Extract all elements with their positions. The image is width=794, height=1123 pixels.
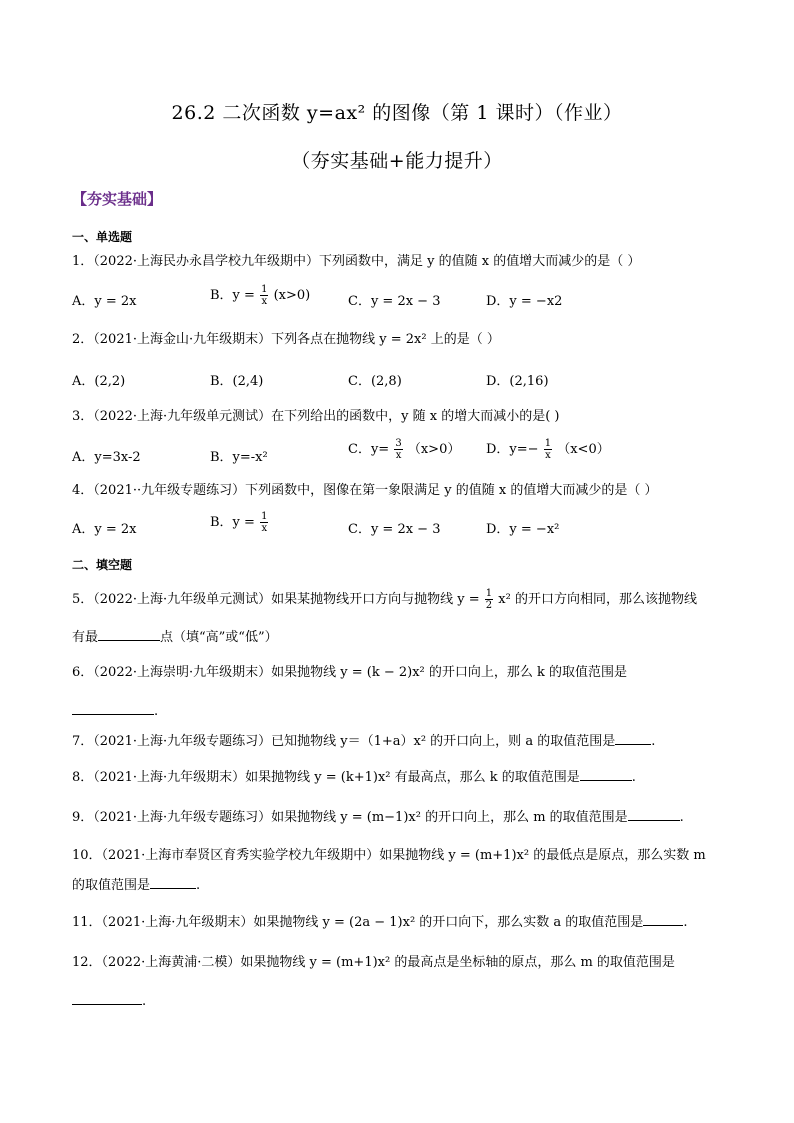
- answer-blank[interactable]: [98, 626, 160, 641]
- question-2: 2．（2021·上海金山·九年级期末）下列各点在抛物线 y = 2x² 上的是（ ）: [72, 332, 500, 347]
- question-9: [72, 806, 732, 828]
- q1-option-b-fraction: $\frac{1}{x}$: [261, 284, 268, 307]
- q1-option-d: D．y = −x2: [486, 294, 563, 309]
- question-5-line2-post: 点（填“高”或“低”）: [160, 630, 278, 645]
- question-5-fraction: $\frac{1}{2}$: [485, 588, 493, 611]
- question-3: 3．（2022·上海·九年级单元测试）在下列给出的函数中，y 随 x 的增大而减小的是( ): [72, 409, 560, 424]
- answer-blank[interactable]: [72, 990, 142, 1005]
- question-5-line-2: [72, 626, 732, 648]
- question-11: [72, 911, 732, 933]
- q3-option-b: B．y=-x²: [210, 450, 268, 465]
- question-8: [72, 766, 732, 788]
- page-title: 26.2 二次函数 y=ax² 的图像（第 1 课时）（作业）: [171, 102, 623, 124]
- q4-option-a: A．y = 2x: [72, 522, 137, 537]
- q1-option-b-condition: (x>0): [273, 288, 311, 303]
- question-10-line-2: [72, 874, 732, 896]
- question-9-text: 9．（2021·上海·九年级专题练习）如果抛物线 y = (m−1)x² 的开口向上，那么 m 的取值范围是: [72, 810, 628, 825]
- q3-option-c-fraction: $\frac{3}{x}$: [395, 438, 402, 461]
- question-4: 4．（2021··九年级专题练习）下列函数中，图像在第一象限满足 y 的值随 x 的值增大而减少的是（ ）: [72, 483, 658, 498]
- q4-option-b-fraction: $\frac{1}{x}$: [261, 511, 268, 534]
- q2-option-b: B．(2,4): [210, 374, 264, 389]
- question-6-line-2: [72, 700, 732, 722]
- q3-option-d: [486, 438, 610, 461]
- q3-option-c: [348, 438, 460, 461]
- q1-option-b-label: B．y =: [210, 288, 255, 303]
- period: .: [679, 810, 684, 825]
- question-10: 10．（2021·上海市奉贤区育秀实验学校九年级期中）如果抛物线 y = (m+1)x² 的最低点是原点，那么实数 m: [72, 848, 706, 863]
- question-5-text: 5．（2022·上海·九年级单元测试）如果某抛物线开口方向与抛物线 y =: [72, 592, 480, 607]
- answer-blank[interactable]: [628, 806, 680, 821]
- part-heading-multiple-choice: 一、单选题: [72, 230, 133, 244]
- question-12: 12．（2022·上海黄浦·二模）如果抛物线 y = (m+1)x² 的最高点是坐标轴的原点，那么 m 的取值范围是: [72, 955, 675, 970]
- q3-option-c-label: C．y=: [348, 442, 390, 457]
- question-5: [72, 588, 732, 611]
- period: .: [631, 770, 636, 785]
- q4-option-d: D．y = −x²: [486, 522, 560, 537]
- q1-option-b: [210, 284, 310, 307]
- answer-blank[interactable]: [615, 730, 651, 745]
- period: .: [142, 994, 147, 1009]
- answer-blank[interactable]: [72, 700, 154, 715]
- q4-option-b: [210, 511, 269, 534]
- q3-option-d-fraction: $\frac{1}{x}$: [544, 438, 552, 461]
- q3-option-d-condition: （x<0）: [557, 442, 610, 457]
- question-1: 1．（2022·上海民办永昌学校九年级期中）下列函数中，满足 y 的值随 x 的值增大而减少的是（ ）: [72, 254, 641, 269]
- q2-option-c: C．(2,8): [348, 374, 402, 389]
- question-8-text: 8．（2021·上海·九年级期末）如果抛物线 y = (k+1)x² 有最高点，那么 k 的取值范围是: [72, 770, 580, 785]
- q2-option-a: A．(2,2): [72, 374, 126, 389]
- question-5-line2-pre: 有最: [72, 630, 99, 645]
- q1-option-c: C．y = 2x − 3: [348, 294, 441, 309]
- answer-blank[interactable]: [580, 766, 632, 781]
- question-12-line-2: [72, 990, 732, 1012]
- period: .: [196, 878, 201, 893]
- period: .: [154, 704, 159, 719]
- q3-option-d-label: D．y=−: [486, 442, 539, 457]
- answer-blank[interactable]: [643, 911, 683, 926]
- q1-option-a: A．y = 2x: [72, 294, 137, 309]
- q4-option-c: C．y = 2x − 3: [348, 522, 441, 537]
- question-7-text: 7．（2021·上海·九年级专题练习）已知抛物线 y＝（1+a）x² 的开口向上，则 a 的取值范围是: [72, 734, 616, 749]
- part-heading-fill-blank: 二、填空题: [72, 558, 133, 572]
- q2-option-d: D．(2,16): [486, 374, 549, 389]
- period: .: [683, 915, 688, 930]
- section-heading: 【夯实基础】: [72, 190, 163, 208]
- question-6: 6．（2022·上海崇明·九年级期末）如果抛物线 y = (k − 2)x² 的开口向上，那么 k 的取值范围是: [72, 665, 628, 680]
- q4-option-b-label: B．y =: [210, 515, 255, 530]
- q3-option-c-condition: （x>0）: [407, 442, 461, 457]
- question-7: [72, 730, 732, 752]
- period: .: [651, 734, 656, 749]
- question-11-text: 11．（2021·上海·九年级期末）如果抛物线 y = (2a − 1)x² 的开口向下，那么实数 a 的取值范围是: [72, 915, 644, 930]
- q3-option-a: A．y=3x-2: [72, 450, 141, 465]
- question-5-text-cont: x² 的开口方向相同，那么该抛物线: [498, 592, 697, 607]
- answer-blank[interactable]: [150, 874, 196, 889]
- question-10-line2-pre: 的取值范围是: [72, 878, 151, 893]
- page-subtitle: （夯实基础+能力提升）: [291, 150, 503, 172]
